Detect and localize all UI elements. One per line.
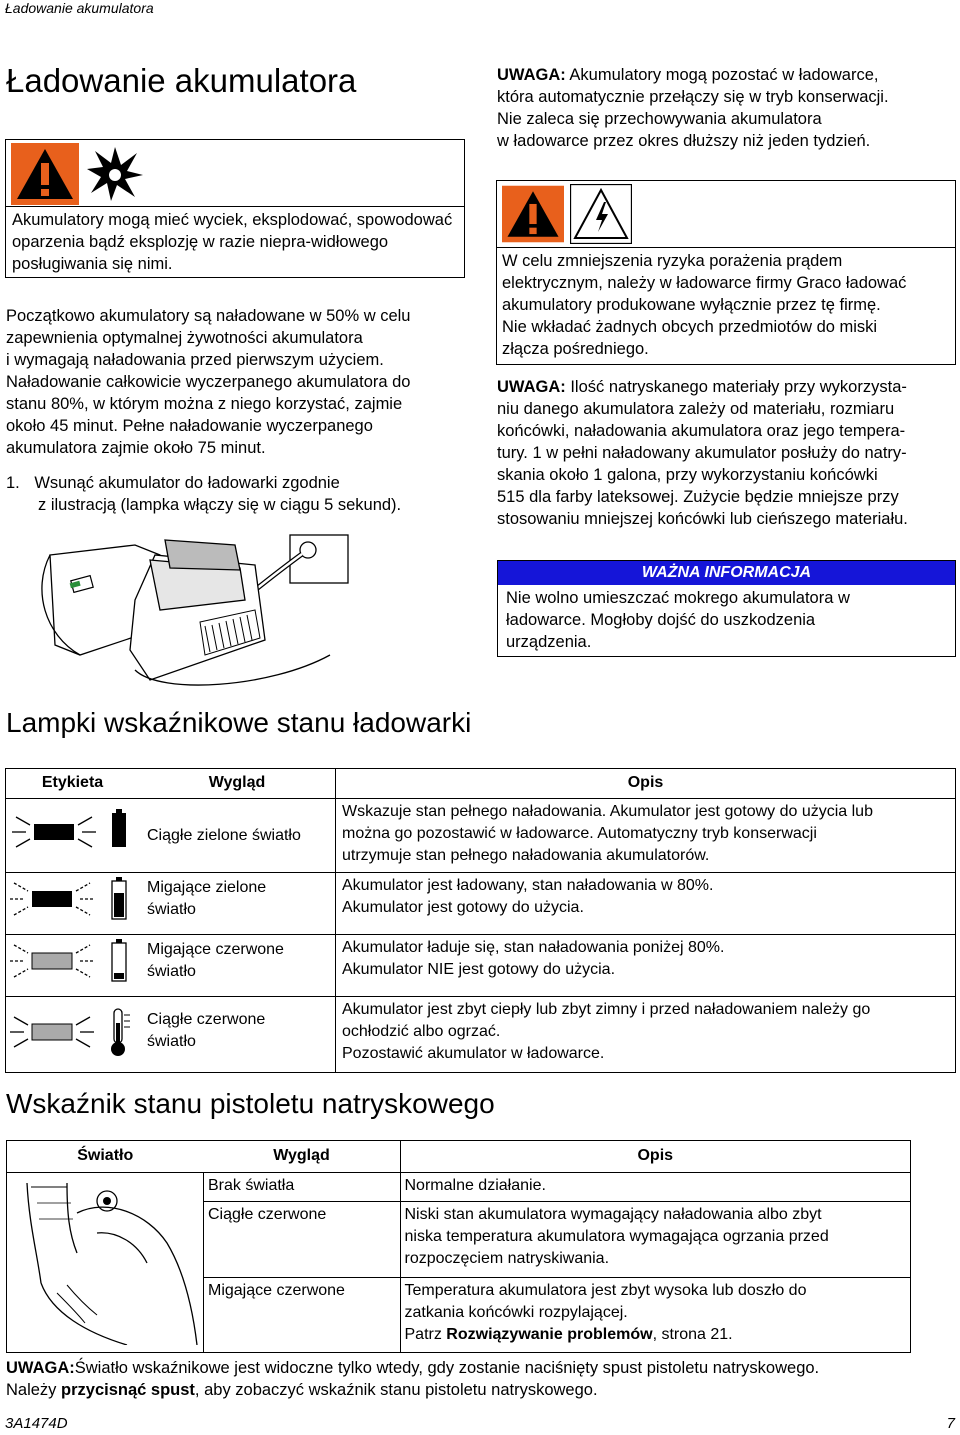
desc-line: niska temperatura akumulatora wymagająca ogrzania przed bbox=[404, 1228, 829, 1246]
col-header-look: Wygląd bbox=[204, 1141, 401, 1173]
look-cell bbox=[139, 799, 336, 873]
explosion-icon bbox=[83, 143, 147, 205]
warning-text bbox=[497, 248, 955, 360]
step-1 bbox=[6, 472, 471, 516]
desc-line: Akumulator jest gotowy do użycia. bbox=[342, 899, 584, 916]
spray-gun-illustration bbox=[7, 1173, 203, 1345]
warning-symbols bbox=[6, 140, 464, 207]
note-gun-indicator bbox=[6, 1357, 956, 1401]
solid-light-icon bbox=[6, 799, 136, 865]
look-text: światło bbox=[147, 1033, 196, 1050]
desc-line: utrzymuje stan pełnego naładowania akumulatorów. bbox=[342, 847, 710, 864]
notice-box bbox=[497, 560, 956, 657]
desc-line: ochłodzić albo ogrzać. bbox=[342, 1023, 501, 1040]
note-label: UWAGA: bbox=[497, 66, 566, 84]
step-number: 1. bbox=[6, 474, 20, 492]
desc-line bbox=[405, 1324, 907, 1346]
look-cell bbox=[204, 1202, 401, 1277]
desc-line: można go pozostawić w ładowarce. Automatyczny tryb konserwacji bbox=[342, 825, 817, 842]
document-code: 3A1474D bbox=[5, 1415, 68, 1432]
look-text: Ciągłe czerwone bbox=[147, 1011, 266, 1028]
warning-triangle-icon bbox=[11, 143, 79, 205]
table-row bbox=[6, 873, 956, 935]
note-line: która automatycznie przełączy się w tryb konserwacji. bbox=[497, 88, 889, 106]
note-label: UWAGA: bbox=[497, 378, 566, 396]
look-text: Migające czerwone bbox=[147, 941, 284, 958]
warning-line: akumulatory produkowane wyłącznie przez tę firmę. bbox=[502, 296, 881, 314]
desc-line: rozpoczęciem natryskiwania. bbox=[404, 1250, 610, 1268]
desc-line: Akumulator jest ładowany, stan naładowania w 80%. bbox=[342, 877, 714, 894]
table-row bbox=[6, 799, 956, 873]
note-line: Ilość natryskanego materiały przy wykorzysta- bbox=[565, 378, 907, 396]
note-line: tury. 1 w pełni naładowany akumulator posłuży do natry- bbox=[497, 444, 907, 462]
blinking-red-light-icon bbox=[6, 935, 136, 989]
warning-box-electric bbox=[496, 180, 956, 365]
col-header-desc: Opis bbox=[336, 769, 956, 799]
label-icon-cell bbox=[6, 935, 140, 997]
look-text: Brak światła bbox=[208, 1177, 295, 1194]
desc-cell bbox=[400, 1173, 911, 1202]
note-line: Nie zaleca się przechowywania akumulatora bbox=[497, 110, 822, 128]
intro-line: Początkowo akumulatory są naładowane w 50% w celu bbox=[6, 307, 411, 325]
ref-prefix: Patrz bbox=[404, 1325, 447, 1343]
desc-line: Temperatura akumulatora jest zbyt wysoka lub doszło do bbox=[404, 1281, 807, 1299]
note-line: Należy bbox=[6, 1381, 62, 1399]
notice-header: WAŻNA INFORMACJA bbox=[498, 561, 955, 585]
desc-cell bbox=[336, 997, 956, 1073]
look-cell bbox=[204, 1173, 401, 1202]
note-line: 515 dla farby lateksowej. Zużycie będzie mniejsze przy bbox=[497, 488, 899, 506]
warning-triangle-icon bbox=[502, 184, 564, 244]
note-line: końcówki, naładowania akumulatora oraz jego tempera- bbox=[497, 422, 906, 440]
step-line: z ilustracją (lampka włączy się w ciągu 5 sekund). bbox=[38, 496, 402, 514]
look-text: Migające zielone bbox=[147, 879, 267, 896]
look-cell bbox=[204, 1277, 401, 1352]
note-line: Światło wskaźnikowe jest widoczne tylko wtedy, gdy zostanie naciśnięty spust pistoletu natryskowego. bbox=[74, 1359, 820, 1377]
charger-lights-table bbox=[5, 768, 956, 1073]
charger-illustration bbox=[40, 530, 360, 695]
look-cell bbox=[139, 935, 336, 997]
desc-line: Akumulator NIE jest gotowy do użycia. bbox=[342, 961, 616, 978]
label-icon-cell bbox=[6, 997, 140, 1073]
note-line: stosowaniu mniejszej końcówki lub cieńszego materiału. bbox=[497, 510, 908, 528]
warning-box-battery bbox=[5, 139, 465, 278]
note-label: UWAGA: bbox=[6, 1359, 75, 1377]
look-text: Migające czerwone bbox=[208, 1281, 345, 1299]
col-header-light: Światło bbox=[7, 1141, 204, 1173]
desc-line: Akumulator jest zbyt ciepły lub zbyt zimny i przed naładowaniem należy go bbox=[342, 1001, 871, 1018]
look-cell bbox=[139, 997, 336, 1073]
note-storage bbox=[497, 64, 952, 152]
troubleshooting-link[interactable]: Rozwiązywanie problemów bbox=[446, 1325, 653, 1343]
desc-line: Akumulator ładuje się, stan naładowania poniżej 80%. bbox=[342, 939, 725, 956]
col-header-look: Wygląd bbox=[139, 769, 336, 799]
table-row bbox=[6, 997, 956, 1073]
warning-line: W celu zmniejszenia ryzyka porażenia prądem bbox=[502, 252, 843, 270]
desc-cell bbox=[336, 799, 956, 873]
col-header-label: Etykieta bbox=[6, 769, 140, 799]
look-text: światło bbox=[147, 963, 196, 980]
intro-line: Naładowanie całkowicie wyczerpanego akumulatora do bbox=[6, 373, 411, 391]
temperature-light-icon bbox=[6, 997, 136, 1065]
intro-line: akumulatora zajmie około 75 minut. bbox=[6, 439, 266, 457]
electric-shock-icon bbox=[570, 184, 632, 244]
label-icon-cell bbox=[6, 873, 140, 935]
warning-text: Akumulatory mogą mieć wyciek, eksplodować, spowodować oparzenia bądź eksplozję w razie niepra-widłowego posługiwania się nimi. bbox=[12, 211, 453, 273]
warning-line: elektrycznym, należy w ładowarce firmy Graco ładować bbox=[502, 274, 907, 292]
warning-line: złącza pośredniego. bbox=[502, 340, 649, 358]
section-title-gun-indicator: Wskaźnik stanu pistoletu natryskowego bbox=[6, 1088, 495, 1119]
desc-cell bbox=[400, 1277, 911, 1352]
step-line: Wsunąć akumulator do ładowarki zgodnie bbox=[34, 474, 340, 492]
desc-line: Pozostawić akumulator w ładowarce. bbox=[342, 1045, 605, 1062]
note-line: niu danego akumulatora zależy od materiału, rozmiaru bbox=[497, 400, 895, 418]
warning-line: Nie wkładać żadnych obcych przedmiotów do miski bbox=[502, 318, 878, 336]
table-header-row bbox=[6, 769, 956, 799]
note-line: Akumulatory mogą pozostać w ładowarce, bbox=[565, 66, 879, 84]
intro-line: zapewnienia optymalnej żywotności akumulatora bbox=[6, 329, 363, 347]
note-line: , aby zobaczyć wskaźnik stanu pistoletu natryskowego. bbox=[194, 1381, 598, 1399]
gun-illustration-cell bbox=[7, 1173, 204, 1353]
note-consumption bbox=[497, 376, 957, 530]
ref-suffix: , strona 21. bbox=[652, 1325, 733, 1343]
look-text: Ciągłe czerwone bbox=[208, 1206, 327, 1224]
desc-cell bbox=[336, 935, 956, 997]
note-line: skania około 1 galona, przy wykorzystaniu końcówki bbox=[497, 466, 878, 484]
desc-line: Niski stan akumulatora wymagający naładowania albo zbyt bbox=[404, 1206, 822, 1224]
desc-cell bbox=[336, 873, 956, 935]
table-row bbox=[6, 935, 956, 997]
intro-paragraph bbox=[6, 305, 471, 459]
look-cell bbox=[139, 873, 336, 935]
intro-line: około 45 minut. Pełne naładowanie wyczerpanego bbox=[6, 417, 373, 435]
desc-line: Wskazuje stan pełnego naładowania. Akumulator jest gotowy do użycia lub bbox=[342, 803, 873, 820]
gun-indicator-table bbox=[6, 1140, 911, 1353]
desc-line: zatkania końcówki rozpylającej. bbox=[404, 1303, 628, 1321]
notice-line: urządzenia. bbox=[506, 633, 592, 651]
look-text: światło bbox=[147, 901, 196, 918]
warning-symbols bbox=[497, 181, 955, 248]
notice-text bbox=[498, 585, 955, 653]
page-number: 7 bbox=[946, 1415, 955, 1432]
look-text: Ciągłe zielone światło bbox=[147, 826, 301, 844]
running-header: Ładowanie akumulatora bbox=[5, 0, 154, 16]
intro-line: i wymagają naładowania przed pierwszym użyciem. bbox=[6, 351, 384, 369]
intro-line: stanu 80%, w którym można z niego korzystać, zajmie bbox=[6, 395, 403, 413]
desc-line: Normalne działanie. bbox=[404, 1177, 546, 1194]
notice-line: Nie wolno umieszczać mokrego akumulatora w bbox=[506, 589, 850, 607]
table-header-row bbox=[7, 1141, 911, 1173]
notice-line: ładowarce. Mogłoby dojść do uszkodzenia bbox=[506, 611, 816, 629]
section-title-charger-lights: Lampki wskaźnikowe stanu ładowarki bbox=[6, 707, 472, 738]
note-line: w ładowarce przez okres dłuższy niż jeden tydzień. bbox=[497, 132, 871, 150]
col-header-desc: Opis bbox=[400, 1141, 911, 1173]
table-row bbox=[7, 1173, 911, 1202]
label-icon-cell bbox=[6, 799, 140, 873]
blinking-light-icon bbox=[6, 873, 136, 927]
note-bold: przycisnąć spust bbox=[61, 1381, 195, 1399]
page-title: Ładowanie akumulatora bbox=[6, 62, 357, 99]
desc-cell bbox=[400, 1202, 911, 1277]
